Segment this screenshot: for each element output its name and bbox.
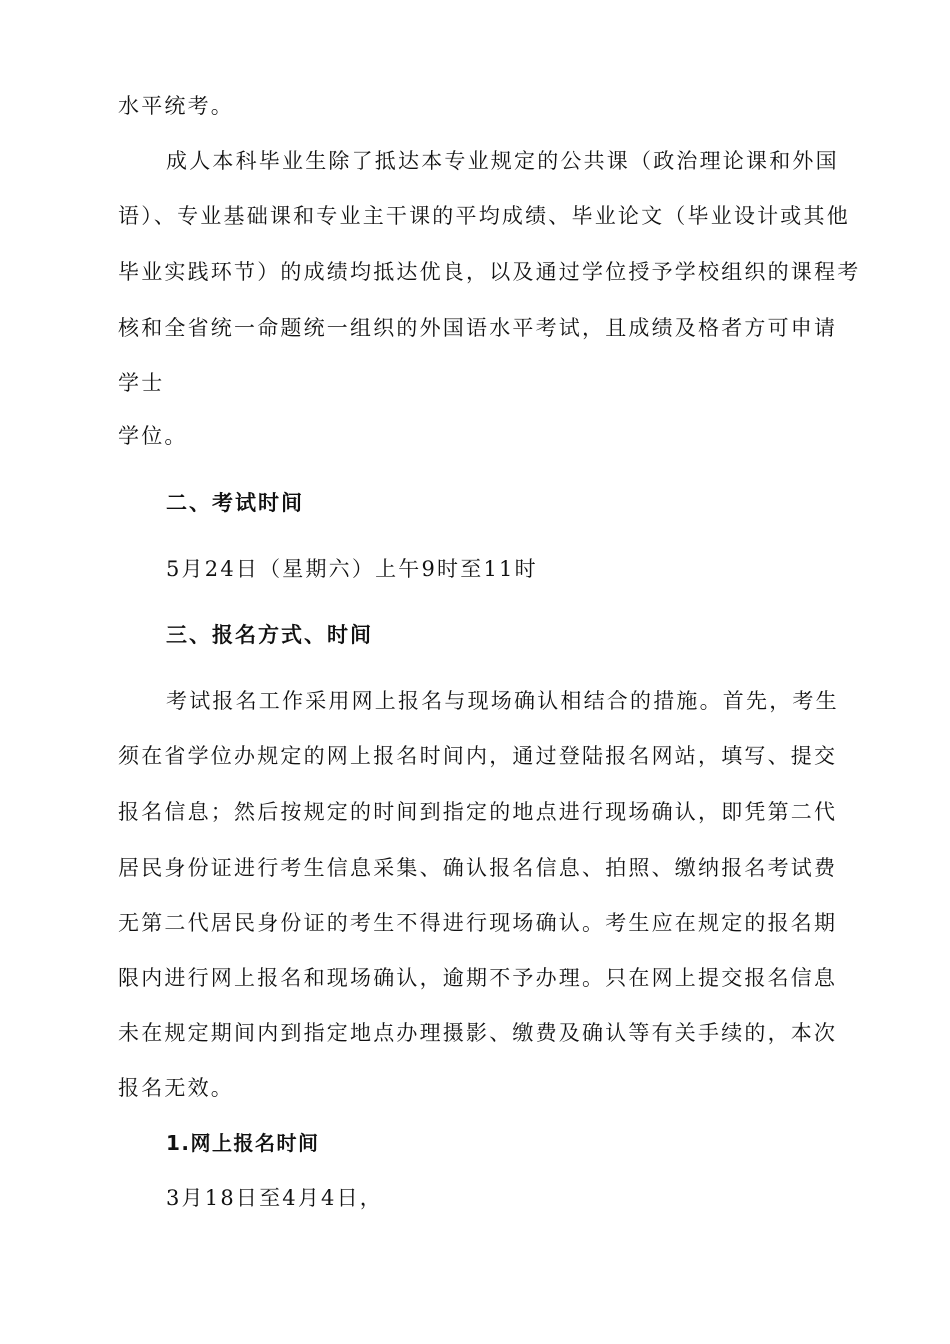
paragraph-line: 毕业实践环节）的成绩均抵达优良，以及通过学位授予学校组织的课程考 (118, 260, 861, 284)
paragraph-line: 报名无效。 (118, 1076, 234, 1100)
paragraph-line: 学位。 (118, 424, 188, 448)
paragraph-line: 成人本科毕业生除了抵达本专业规定的公共课（政治理论课和外国 (166, 149, 839, 173)
paragraph-line: 须在省学位办规定的网上报名时间内，通过登陆报名网站，填写、提交 (118, 744, 838, 768)
online-time-text: 3月18日至4月4日， (166, 1186, 384, 1210)
paragraph-line: 核和全省统一命题统一组织的外国语水平考试，且成绩及格者方可申请 (118, 316, 838, 340)
paragraph-line: 语）、专业基础课和专业主干课的平均成绩、毕业论文（毕业设计或其他 (118, 204, 850, 228)
section-heading-registration: 三、报名方式、时间 (166, 623, 373, 647)
paragraph-line: 限内进行网上报名和现场确认，逾期不予办理。只在网上提交报名信息 (118, 966, 838, 990)
paragraph-line: 报名信息；然后按规定的时间到指定的地点进行现场确认，即凭第二代 (118, 800, 838, 824)
paragraph-line: 学士 (118, 371, 165, 395)
paragraph-line: 未在规定期间内到指定地点办理摄影、缴费及确认等有关手续的，本次 (118, 1021, 838, 1045)
section-heading-exam-time: 二、考试时间 (166, 491, 304, 515)
paragraph-line: 水平统考。 (118, 94, 234, 118)
paragraph-line: 居民身份证进行考生信息采集、确认报名信息、拍照、缴纳报名考试费 (118, 856, 838, 880)
exam-time-text: 5月24日（星期六）上午9时至11时 (166, 557, 538, 581)
subsection-heading-online-time: 1.网上报名时间 (166, 1131, 320, 1155)
paragraph-line: 考试报名工作采用网上报名与现场确认相结合的措施。首先，考生 (166, 689, 839, 713)
paragraph-line: 无第二代居民身份证的考生不得进行现场确认。考生应在规定的报名期 (118, 911, 838, 935)
